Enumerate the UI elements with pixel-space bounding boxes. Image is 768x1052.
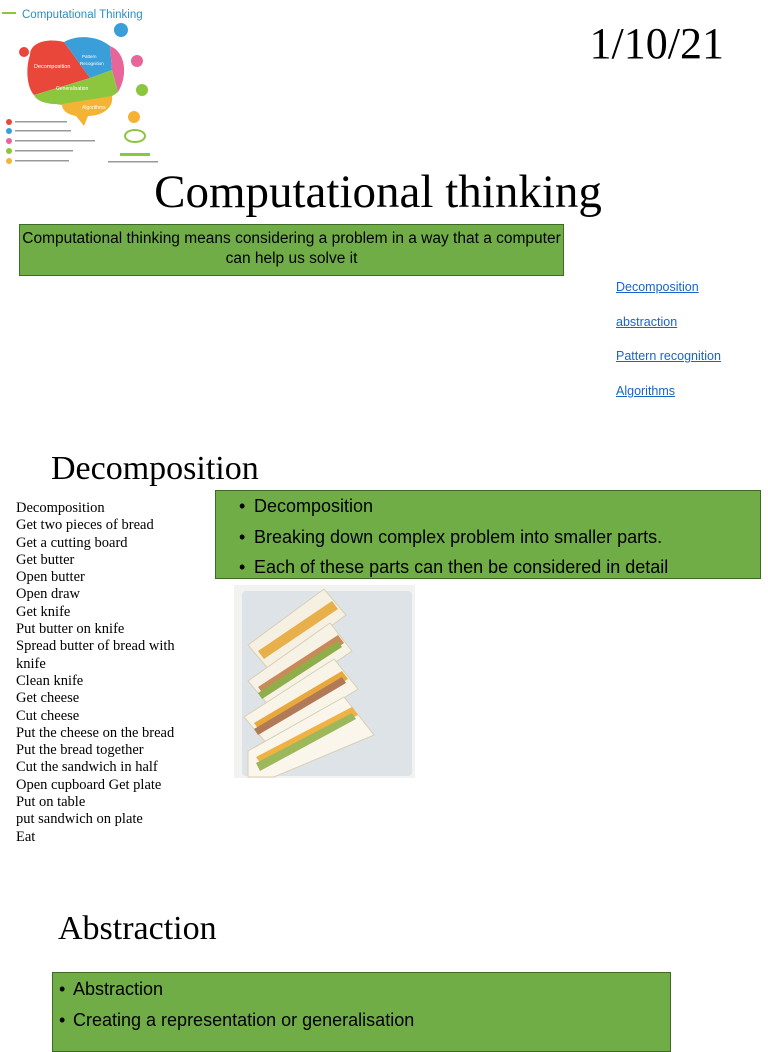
brain-icon bbox=[131, 55, 143, 67]
svg-text:Recognition: Recognition bbox=[80, 61, 104, 66]
bullet-item: • Each of these parts can then be considered in detail bbox=[216, 552, 760, 583]
list-item: Get butter bbox=[16, 551, 75, 568]
generalisation-icon bbox=[136, 84, 148, 96]
list-item: Get two pieces of bread bbox=[16, 517, 154, 534]
list-item: Eat bbox=[16, 828, 36, 845]
list-item: Put on table bbox=[16, 794, 86, 811]
list-item: Open butter bbox=[16, 569, 85, 586]
computational-thinking-infographic bbox=[0, 0, 165, 165]
list-item: Open cupboard Get plate bbox=[16, 776, 162, 793]
list-item: Open draw bbox=[16, 586, 81, 603]
list-item: Put butter on knife bbox=[16, 621, 125, 638]
bullet-item: • Decomposition bbox=[216, 491, 760, 522]
list-item: Put the cheese on the bread bbox=[16, 724, 175, 741]
sandwich-photo bbox=[234, 585, 415, 778]
pattern-icon bbox=[114, 23, 128, 37]
decomposition-heading: Decomposition bbox=[51, 450, 259, 487]
list-item: Put the bread together bbox=[16, 742, 144, 759]
abstraction-definition-box bbox=[52, 972, 671, 1052]
page-title: Computational thinking bbox=[154, 166, 602, 218]
svg-text:Generalisation: Generalisation bbox=[56, 86, 89, 92]
list-item: Cut cheese bbox=[16, 707, 80, 724]
bullet-item: • Breaking down complex problem into smaller parts. bbox=[216, 522, 760, 553]
infographic-title: Computational Thinking bbox=[22, 9, 143, 21]
definition-box: Computational thinking means considering a problem in a way that a computer can help us solve it bbox=[19, 224, 564, 276]
list-item: Clean knife bbox=[16, 672, 84, 689]
list-item: Cut the sandwich in half bbox=[16, 759, 158, 776]
link-algorithms[interactable]: Algorithms bbox=[616, 384, 676, 398]
svg-text:Algorithms: Algorithms bbox=[82, 105, 106, 111]
sandwich-steps-list bbox=[16, 500, 204, 846]
list-item: Get knife bbox=[16, 603, 71, 620]
abstraction-heading: Abstraction bbox=[58, 910, 217, 947]
link-pattern-recognition[interactable]: Pattern recognition bbox=[616, 349, 721, 363]
list-item: put sandwich on plate bbox=[16, 811, 143, 828]
algorithm-icon bbox=[128, 111, 140, 123]
date: 1/10/21 bbox=[589, 19, 724, 68]
link-abstraction[interactable]: abstraction bbox=[616, 315, 678, 329]
bullet-item: • Abstraction bbox=[53, 974, 670, 1005]
link-decomposition[interactable]: Decomposition bbox=[616, 280, 699, 294]
svg-text:Pattern: Pattern bbox=[82, 54, 97, 59]
list-item: Spread butter of bread with knife bbox=[16, 638, 175, 672]
list-item: Get a cutting board bbox=[16, 534, 128, 551]
list-item: Decomposition bbox=[16, 500, 105, 516]
decomposition-definition-box bbox=[215, 490, 761, 579]
list-item: Get cheese bbox=[16, 690, 80, 707]
svg-text:Decomposition: Decomposition bbox=[34, 64, 71, 70]
brain-diagram bbox=[0, 0, 165, 165]
bullet-item: • Creating a representation or generalisation bbox=[53, 1005, 670, 1036]
